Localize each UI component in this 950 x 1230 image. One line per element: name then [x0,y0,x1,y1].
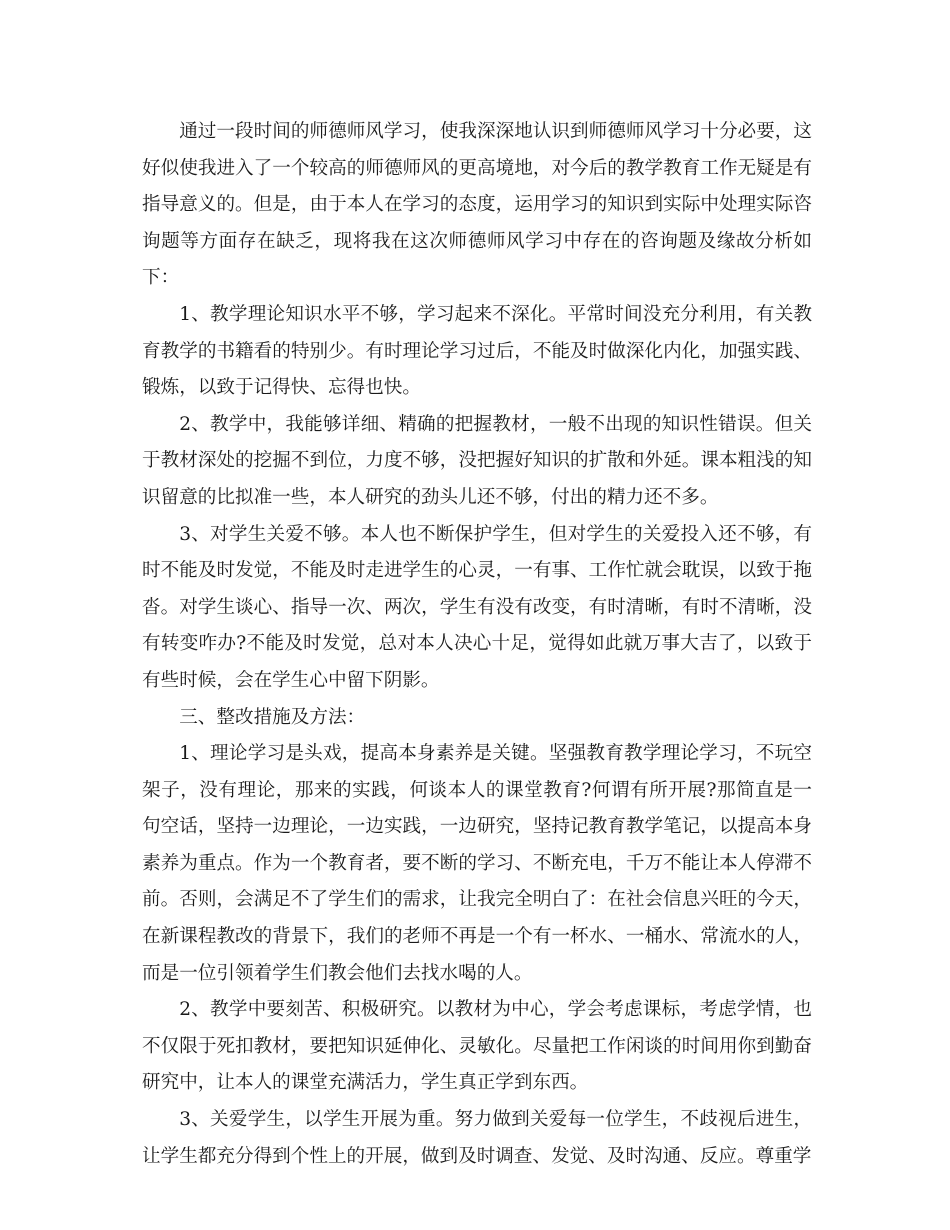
intro-paragraph: 通过一段时间的师德师风学习，使我深深地认识到师德师风学习十分必要，这好似使我进入了一个较高的师德师风的更高境地，对今后的教学教育工作无疑是有指导意义的。但是，由于本人在学习的态度，运用学习的知识到实际中处理实际咨询题等方面存在缺乏，现将我在这次师德师风学习中存在的咨询题及缘故分析如下： [142,121,812,289]
section-heading: 三、整改措施及方法： [179,706,366,728]
document-page [142,114,812,1175]
measure-2-paragraph: 2、教学中要刻苦、积极研究。以教材为中心，学会考虑课标，考虑学情，也不仅限于死扣教材，要把知识延伸化、灵敏化。尽量把工作闲谈的时间用你到勤奋研究中，让本人的课堂充满活力，学生真正学到东西。 [142,999,812,1094]
measure-3-paragraph: 3、关爱学生，以学生开展为重。努力做到关爱每一位学生，不歧视后进生，让学生都充分得到个性上的开展，做到及时调查、发觉、及时沟通、反应。尊重学 [142,1109,812,1167]
problem-2-paragraph: 2、教学中，我能够详细、精确的把握教材，一般不出现的知识性错误。但关于教材深处的挖掘不到位，力度不够，没把握好知识的扩散和外延。课本粗浅的知识留意的比拟准一些，本人研究的劲头儿还不够，付出的精力还不多。 [142,413,812,508]
problem-1-paragraph: 1、教学理论知识水平不够，学习起来不深化。平常时间没充分利用，有关教育教学的书籍看的特别少。有时理论学习过后，不能及时做深化内化，加强实践、锻炼，以致于记得快、忘得也快。 [142,303,812,399]
measure-1-paragraph: 1、理论学习是头戏，提高本身素养是关键。坚强教育教学理论学习，不玩空架子，没有理论，那来的实践，何谈本人的课堂教育?何谓有所开展?那简直是一句空话，坚持一边理论，一边实践，一边研究，坚持记教育教学笔记，以提高本身素养为重点。作为一个教育者，要不断的学习、不断充电，千万不能让本人停滞不前。否则，会满足不了学生们的需求，让我完全明白了：在社会信息兴旺的今天，在新课程教改的背景下，我们的老师不再是一个有一杯水、一桶水、常流水的人，而是一位引领着学生们教会他们去找水喝的人。 [142,743,812,984]
problem-3-paragraph: 3、对学生关爱不够。本人也不断保护学生，但对学生的关爱投入还不够，有时不能及时发觉，不能及时走进学生的心灵，一有事、工作忙就会耽误，以致于拖沓。对学生谈心、指导一次、两次，学生有没有改变，有时清晰，有时不清晰，没有转变咋办?不能及时发觉，总对本人决心十足，觉得如此就万事大吉了，以致于有些时候，会在学生心中留下阴影。 [142,523,812,691]
